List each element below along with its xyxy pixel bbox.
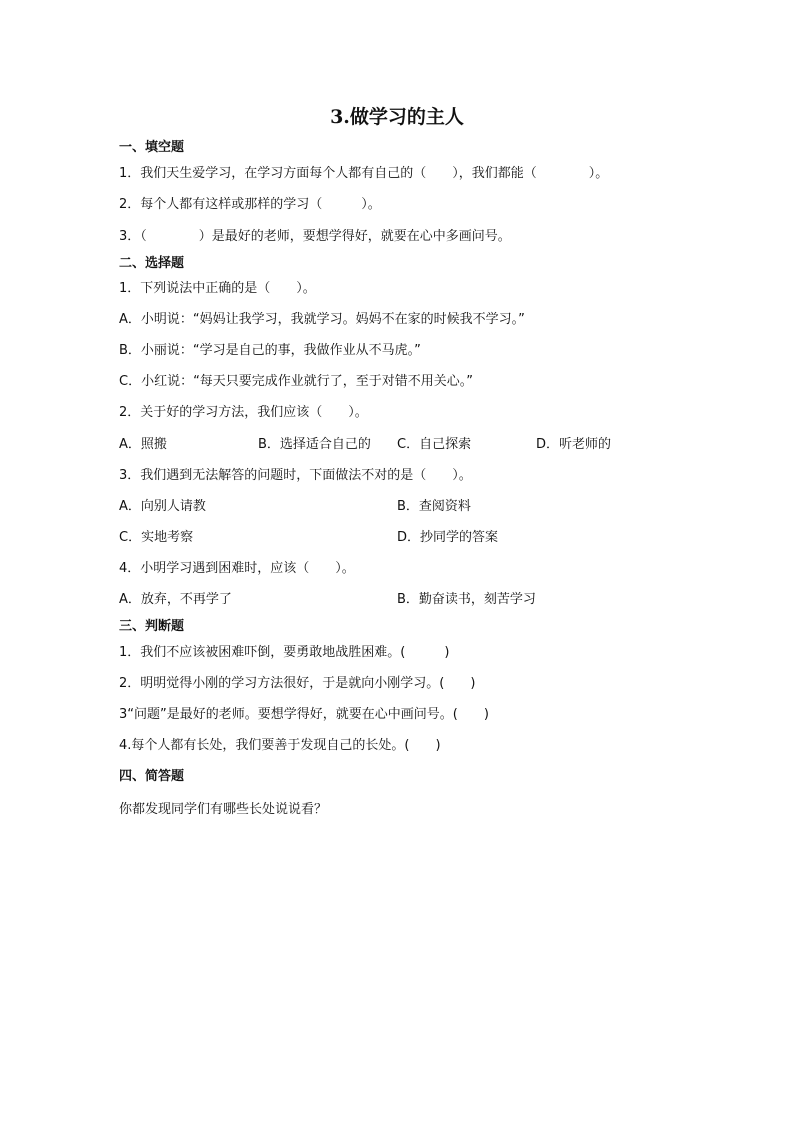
fill-blank-question-2: 2．每个人都有这样或那样的学习（ ）。 bbox=[119, 197, 381, 212]
choice-question-2-option-a: A．照搬 bbox=[119, 437, 167, 452]
choice-question-3-option-b: B．查阅资料 bbox=[397, 499, 471, 514]
choice-question-2-stem: 2．关于好的学习方法，我们应该（ ）。 bbox=[119, 405, 368, 420]
page-title: 3.做学习的主人 bbox=[330, 106, 464, 128]
choice-question-3-option-d: D．抄同学的答案 bbox=[397, 530, 499, 545]
choice-question-2-option-b: B．选择适合自己的 bbox=[258, 437, 371, 452]
true-false-question-1: 1．我们不应该被困难吓倒，要勇敢地战胜困难。( ) bbox=[119, 645, 450, 660]
choice-question-1-option-b: B．小丽说：“学习是自己的事，我做作业从不马虎。” bbox=[119, 343, 421, 358]
section-fill-blank-heading: 一、填空题 bbox=[119, 140, 185, 155]
choice-question-4-stem: 4．小明学习遇到困难时，应该（ ）。 bbox=[119, 561, 355, 576]
choice-question-4-option-a: A．放弃，不再学了 bbox=[119, 592, 232, 607]
choice-question-4-option-b: B．勤奋读书，刻苦学习 bbox=[397, 592, 536, 607]
fill-blank-question-1: 1．我们天生爱学习，在学习方面每个人都有自己的（ ），我们都能（ ）。 bbox=[119, 166, 609, 181]
section-choice-heading: 二、选择题 bbox=[119, 256, 185, 271]
section-short-answer-heading: 四、简答题 bbox=[119, 769, 185, 784]
choice-question-2-option-d: D．听老师的 bbox=[536, 437, 612, 452]
true-false-question-3: 3“问题”是最好的老师。要想学得好，就要在心中画问号。( ) bbox=[119, 707, 489, 722]
choice-question-1-option-a: A．小明说：“妈妈让我学习，我就学习。妈妈不在家的时候我不学习。” bbox=[119, 312, 525, 327]
choice-question-3-option-a: A．向别人请教 bbox=[119, 499, 206, 514]
fill-blank-question-3: 3．（ ）是最好的老师，要想学得好，就要在心中多画问号。 bbox=[119, 229, 511, 244]
true-false-question-2: 2．明明觉得小刚的学习方法很好，于是就向小刚学习。( ) bbox=[119, 676, 476, 691]
choice-question-2-option-c: C．自己探索 bbox=[397, 437, 472, 452]
choice-question-1-stem: 1．下列说法中正确的是（ ）。 bbox=[119, 281, 316, 296]
choice-question-3-stem: 3．我们遇到无法解答的问题时，下面做法不对的是（ ）。 bbox=[119, 468, 472, 483]
short-answer-question-1: 你都发现同学们有哪些长处说说看？ bbox=[119, 802, 328, 817]
choice-question-3-option-c: C．实地考察 bbox=[119, 530, 194, 545]
choice-question-1-option-c: C．小红说：“每天只要完成作业就行了，至于对错不用关心。” bbox=[119, 374, 474, 389]
section-true-false-heading: 三、判断题 bbox=[119, 619, 185, 634]
true-false-question-4: 4.每个人都有长处，我们要善于发现自己的长处。( ) bbox=[119, 738, 441, 753]
